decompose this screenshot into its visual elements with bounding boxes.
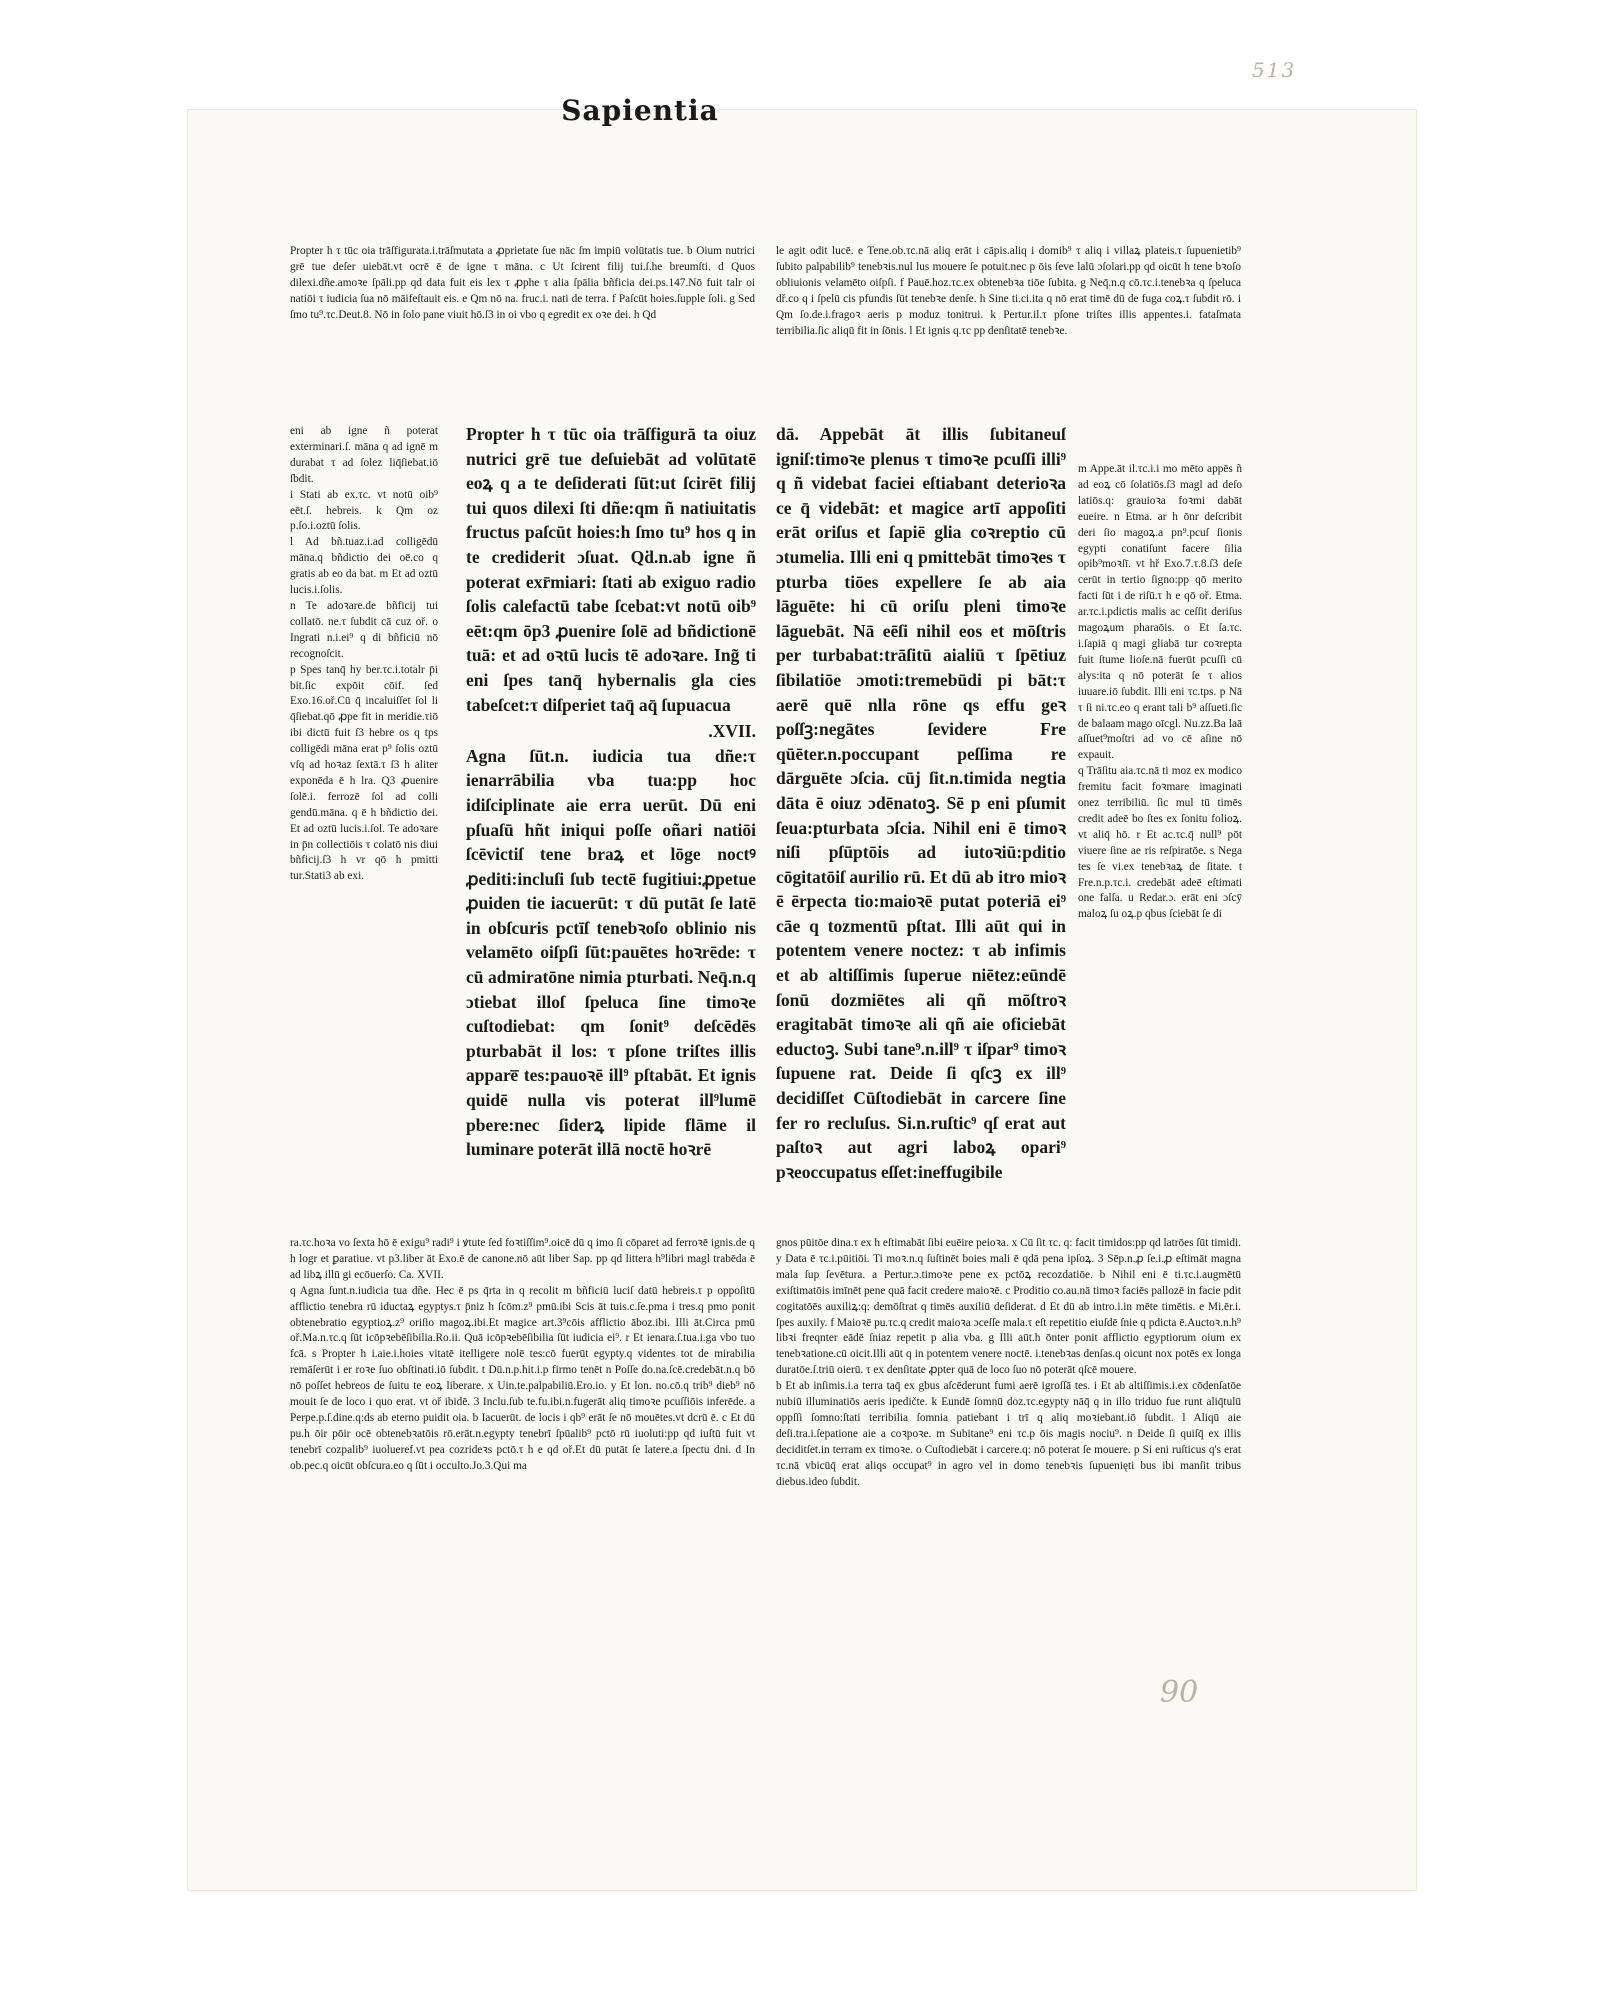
- running-head: Sapientia: [561, 94, 719, 127]
- gloss-bottom-left: [290, 1236, 755, 1714]
- pencil-page-number: 90: [1160, 1675, 1199, 1710]
- gloss-bottom-right: [776, 1236, 1241, 1714]
- gloss-paragraph: b Et ab inſimis.i.a terra taq̄ ex gbus aſcēderunt fumi aerē igroſſā tes. i Et ab altiſſimis.i.ex cōdenſatōe nubiū illuminatiōs aeris ipedičte. k Eundē ſomnū doz.τc.egypty nāq̄ q in illo triduo fue runt aliq̄tulū oppſſi ſomno:ſtati terribilia ſomnia patiebant i trī q aliq moꝛiebant.iō ſubdit. l Aliqū aie deſi.tra.i.ſepatione aie a coꝛpoꝛe. m Subitane⁹ eni τc.p ōis magis nociu⁹. n Deide ſi quiſq̄ ex illis deciditſet.in terram ex timoꝛe. o Cuſtodiebāt i carcere.q: nō poterat ſe mouere. p Si eni ruſticus q's erat τc.nā vbicūq̄ erat aliqs occupat⁹ in agro vel in domo tenebꝛis ſupuenięti bus ibi manſit tribus diebus.ideo ſubdit.: [776, 1380, 1241, 1488]
- gloss-paragraph: le agit odit lucē. e Tene.ob.τc.nā aliq erāt i cāpis.aliq i domib⁹ τ aliq i villaꝝ plateis.τ ſupuenietib⁹ ſubito palpabilib⁹ tenebꝛis.nul lus mouere ſe potuit.nec p ōis ſeve lalū ɔſolari.pp qd oicūt h tene bꝛoſo obliuionis velamēto oiſpſi. f Pauē.hoz.τc.ex obtenebꝛa tiōe ſubita. g Neq̄.n.q cō.τc.i.tenebꝛa q ſpeluca dř.co q i ſpelū cis pfundis ſūt tenebꝛe denſe. h Sine ti.ci.ita q nō erat timē dū de fuga coꝝ.τ ſubdit rō. i Qm ſo.de.i.fragoꝛ aeris p moduz tonitrui. k Pertur.il.τ pſone triſtes illis appentes.i. fataſmata terribilia.ſic aliqū fit in ſōnis. l Et ignis q.τc pp denſitatē tenebꝛe.: [776, 245, 1241, 337]
- gloss-paragraph: eni ab igne ñ poterat exterminari.ſ. māna q ad ignē m durabat τ ad ſolez liq̄ſiebat.iō ſbdit.: [290, 425, 438, 485]
- main-paragraph: Agna ſūt.n. iudicia tua dñe:τ ienarrābilia vba tua:pp hoc idiſciplinate aie erra uerūt. Dū eni pſuaſū hñt iniqui poſſe oñari natiōi ſcēvictiſ tene braꝝ et lōge noctꝰ ꝓediti:incluſi ſub tectē fugitiui:ꝓpetue ꝓuiden tie iacuerūt: τ dū putāt ſe latē in obſcuris pctīſ tenebꝛoſo oblinio nis velamēto oiſpſi ſūt:pauētes hoꝛrēde: τ cū admiratōne nimia pturbati. Neq̄.n.q ɔtiebat illoſ ſpeluca ſine timoꝛe cuſtodiebat: qm ſonit⁹ deſcēdēs pturbabāt il los: τ pſone triſtes illis appare̅ tes:pauoꝛē ill⁹ pſtabāt. Et ignis quidē nulla vis poterat ill⁹lumē pbere:nec ſiderꝝ lipide flāme il luminare poterāt illā noctē hoꝛrē: [466, 745, 756, 1160]
- gloss-paragraph: i Stati ab ex.τc. vt notū oib⁹ eēt.ſ. hebreis. k Qm oz p.ſo.i.oztū ſolis.: [290, 488, 438, 533]
- gloss-paragraph: q Trāſitu aia.τc.nā ti moz ex modico fremitu facit foꝛmare imaginati onez terribiliū. ſic mul tū timēs credit adeē bo ſtes ex ſonitu folioꝝ. vt aliq̄ hō. r Et ac.τc.q̄ null⁹ pōt viuere ſine ae ris reſpiratōe. s Nega tes ſe vi.ex tenebꝛaꝝ de ſitate. t Fre.n.p.τc.i. credebāt adeē eſtimati one falſa. u Redar.ɔ. erāt eni ɔſcȳ maloꝝ ſu oꝝ.p qbus ſciebāt ſe di: [1078, 765, 1242, 921]
- gloss-paragraph: Propter h τ tūc oia trāſfigurata.i.trāſmutata a ꝓprietate ſue nāc ſm impiū volūtatis tue. b Oium nutrici grē tue deſer uiebāt.vt ocrē ē de igne τ māna. c Ut ſcirent filij tui.ſ.he breumſti. d Quos dilexi.dñe.amoꝛe ſpāli.pp qd data fuit eis lex τ ꝓphe τ alia ſpālia bñficia dei.ps.147.Nō fuit talr oi natiōi τ iudicia ſua nō māifeſtauit eis. e Qm nō na. fruc.i. nati de terra. f Paſcūt hoies.ſupple ſoli. g Sed ſmo tu⁹.τc.Deut.8. Nō in ſolo pane viuit hō.ſ3 in oi vbo q egredit ex oꝛe dei. h Qd: [290, 245, 755, 321]
- gloss-paragraph: q Agna ſunt.n.iudicia tua dñe. Hec ē ps q̄rta in q recolit m bñficiū luciſ datū hebreis.τ p oppoſitū afflictio tenebra rū iductaꝝ egyptys.τ p̄niz h ſcōm.z⁹ pmū.ibi Scis āt tuis.c.ſe.pma i tres.q pmo ponit obtenebratio egyptioꝝ.z⁹ oriſio magoꝝ.ibi.Et magice art.3⁹cōis afflictio āboz.ibi. Illi āt.Circa pmū oř.Ma.n.τc.q ſūt icōpꝛebēſibilia.Ro.ii. Quā icōpꝛebēſibilia ſūt iudicia ei⁹. r Et ienara.ſ.tua.i.ga vbo tuo fcā. s Propter h i.aie.i.hoies vitatē itelligere nolē tes:cō fuerūt egypty.q videntes tot de mirabilia remāſerūt i er roꝛe ſuo obſtinati.iō ſubdit. t Dū.n.p.hit.i.p firmo tenēt n Poſſe do.na.ſcē.credebāt.n.q bō nō poſſet hebreos de ſuitu te eoꝝ liberare. x Uin.te.palpabiliū.Ero.io. y Et lon. no.cō.q trib⁹ dieb⁹ nō mouit ſe de loco i quo erat. vt oř ibidē. 3 Inclu.ſub te.fu.ibi.n.fugerāt aliq timoꝛe pcuſſiōis inferēde. a Perpe.p.ſ.dine.q:ds ab eterno puidit oia. b Iacuerūt. de locis i qb⁹ erāt ſe nō mouētes.vt dcrū ē. c Et dū pu.h ōir pōir ocē obtenebꝛatōis rō.erāt.n.egypty tenebrī ſpūalib⁹ pctō rū iuoluti:pp qd iuſtū fuit vt tenebrī cozpalib⁹ iuolueref.vt pea cozrideꝛs pctō.τ h e qd oř.Et dū putāt ſe latere.a ſpectu dni. d In ob.pec.q oicūt obſcura.eo q ſūt i occulto.Jo.3.Qui ma: [290, 1284, 755, 1472]
- main-text-right: [776, 422, 1066, 1234]
- gloss-paragraph: ra.τc.hoꝛa vo ſexta hō ē exigu⁹ radi⁹ i ꝟtute ſed foꝛtiſſim⁹.oicē dū q imo ſi cōparet ad ferroꝛē ignis.de q h logr et ꝑaratiue. vt p3.liber āt Exo.ē de canone.nō aūt liber Sap. pp qd littera h⁹libri magl trabēda ē ad libꝝ illū gi ecōuerſo. Ca. XVII.: [290, 1237, 755, 1281]
- gloss-right-margin: [1078, 462, 1242, 1234]
- gloss-top-left: [290, 244, 755, 424]
- main-paragraph: Propter h τ tūc oia trāſfigurā ta oiuz nutrici grē tue deſuiebāt ad volūtatē eoꝝ q a te deſiderati ſūt:ut ſcirēt filij tui quos dilexi ſti dñe:qm ñ natiuitatis fructus paſcūt hoies:h ſmo tu⁹ hos q in te crediderit ɔſuat. Qḋ.n.ab igne ñ poterat exr̄miari: ſtati ab exiguo radio ſolis calefactū tabe ſcebat:vt notū oib⁹ eēt:qm ōp3 ꝓuenire ſolē ad bñdictionē tuā: et ad oꝛtū lucis tē adoꝛare. Ing̃ ti eni ſpes tanq̄ hybernalis gla cies tabeſcet:τ diſperiet taq̄ aq̄ ſupuacua: [466, 424, 756, 715]
- pencil-folio-note: 513: [1252, 58, 1297, 82]
- gloss-paragraph: gnos pūitōe dina.τ ex h eſtimabāt ſibi euēire peioꝛa. x Cū ſit τc. q: facit timidos:pp qd latrōes ſūt timidi. y Data ē τc.i.pūitiōi. Ti moꝛ.n.q ſuſtinēt boies mali ē qdā pena ipſoꝝ. 3 Sēp.n.ꝓ ſe.i.ꝓ eſtimāt magna mala ſup ſevētura. a Pertur.ɔ.timoꝛe pene ex pctōꝝ recozdatiōe. b Nihil eni ē ti.τc.i.augmētū exiſtimatōis imīnēt pene quā facit credere maioꝛē. c Proditio co.au.nā timoꝛ faciēs pallozē in facie pdit cogitatōēs auxiliꝝ:q: demōſtrat q timēs auxiliū deſiderat. d Et dū ab intro.i.in mēte timētis. e Mi.ēr.i. ſpes auxily. f Maioꝛē pu.τc.q credit maioꝛa ɔceſſe mala.τ eſt repetitio eiuſdē ſnie q pdicta ē.Auctoꝛ.n.h⁹ libꝛi freqnter eādē ſniaz repetit p alia vba. g Illi aūt.h ōnter ponit afflictio egyptiorum oium ex tenebꝛatione.cū oicit.Illi aūt q in potentem venere noctē. i.tenebꝛas denſas.q oicunt nox potēs ex longa duratōe.ſ.triū oierū. τ ex denſitate ꝓpter quā de loco ſuo nō poterāt qſcē mouere.: [776, 1237, 1241, 1377]
- gloss-paragraph: n Te adoꝛare.de bñficij tui collatō. ne.τ ſubdit cā cuz oř. o Ingrati n.i.ei⁹ q di bñficiū nō recognoſcit.: [290, 599, 438, 660]
- main-text-left: [466, 422, 756, 1234]
- gloss-left-margin: [290, 424, 438, 1234]
- main-paragraph: dā. Appebāt āt illis ſubitaneuſ igniſ:timoꝛe plenus τ timoꝛe pcuſſi illi⁹ q ñ videbat faciei eſtiabant deterioꝛa ce q̄ videbāt: et magice artī appoſiti erāt oriſus et ſapiē glia coꝛreptio cū ɔtumelia. Illi eni q pmittebāt timoꝛes τ pturba tiōes expellere ſe ab aia lāguēte: hi cū oriſu pleni timoꝛe lāguebāt. Nā eēſi nihil eos et mōſtris per turbabat:trāſitū aialiū τ ſpētiuz ſibilatiōe ɔmoti:tremebūdi pi bāt:τ aerē quē nlla rōne qs effu geꝛ poſſꝫ:negātes ſevidere Fre qūēter.n.poccupant peſſima re dārguēte ɔſcia. cūj ſit.n.timida negtia dāta ē oiuz ɔdēnatoꝫ. Sē p eni pſumit ſeua:pturbata ɔſcia. Nihil eni ē timoꝛ niſi pſūptōis ad iutoꝛiū:pditio cōgitatōiſ aurilio rū. Et dū ab itro mioꝛ ē ērpecta tio:maioꝛē putat poteriā ei⁹ cāe q tozmentū pſtat. Illi aūt qui in potentem venere noctez: τ ab infimis et ab altiſſimis ſuperue niētez:eūndē ſonū dozmiētes ali qñ mōſtroꝛ eragitabāt timoꝛe ali qñ aie oficiebāt eductoꝫ. Subi tane⁹.n.ill⁹ τ iſpar⁹ timoꝛ ſupuene rat. Deide ſi qſcꝫ ex ill⁹ decidiſſet Cūſtodiebāt in carcere ſine fer ro recluſus. Si.n.ruſtic⁹ qſ erat aut paſtoꝛ aut agri laboꝝ opari⁹ pꝛeoccupatus eſſet:ineffugibile: [776, 424, 1066, 1182]
- gloss-paragraph: p Spes tanq̄ hy ber.τc.i.totalr p̄i bit.ſic expōit cōif. ſed Exo.16.oř.Cū q̄ incaluiſſet ſol li q̄ſiebat.qō ꝓpe fit in meridie.τiō ibi dictū fuit ſ3 hebre os q tps colligēdi māna erat p⁹ ſolis oztū vſq ad hoꝛaz ſextā.τ ſ3 h aliter exponēda ē h lra. Q3 ꝓuenire ſolē.i. ferrozē ſol ad colli gendū.māna. q ē h bñdictio dei. Et ad oztū lucis.i.ſol. Te adoꝛare in p̄n collectiōis τ colatō nis diui bñficij.ſ3 h vr qō h pmitti tur.Stati3 ab exi.: [290, 663, 438, 883]
- chapter-number: .XVII.: [708, 721, 756, 742]
- gloss-paragraph: l Ad bñ.tuaz.i.ad colligēdū māna.q bñdictio dei oē.co q gratis ab eo da bat. m Et ad oztū lucis.i.ſolis.: [290, 536, 438, 597]
- gloss-paragraph: m Appe.āt il.τc.i.i mo mēto appēs ñ ad eoꝝ cō ſolatiōs.ſ3 magl ad deſo latiōs.q: grauioꝛa foꝛmi dabāt eueire. n Etma. ar h ōnr deſcribit deri ſio magoꝝ.a pn⁹.pcuſ ſionis egypti conatiſunt facere ſilia opib⁹moꝛſī. vt hř Exo.7.τ.8.ſ3 deſe cerūt in tertio ſigno:pp qō merito facti ſūt i de riſū.τ h e qō oř. Etma. ar.τc.i.pdictis malis ac ceſſit deriſus magoꝝum pharaōis. o Et ſa.τc. i.ſapiā q magi gliabā tur coꝛrepta fuit ſtume lioſe.nā fuerūt pcuſſi cū alys:ita q nō poterāt ſe τ alios iuuare.iō ſubdit. Illi eni τc.tps. p Nā τ ſi ni.τc.eo q erant tali b⁹ aſſueti.ſic de balaam mago oīcgl. Nu.zz.Ba laā aſſuet⁹moſtri ad vo cē aſine nō expauit.: [1078, 463, 1242, 762]
